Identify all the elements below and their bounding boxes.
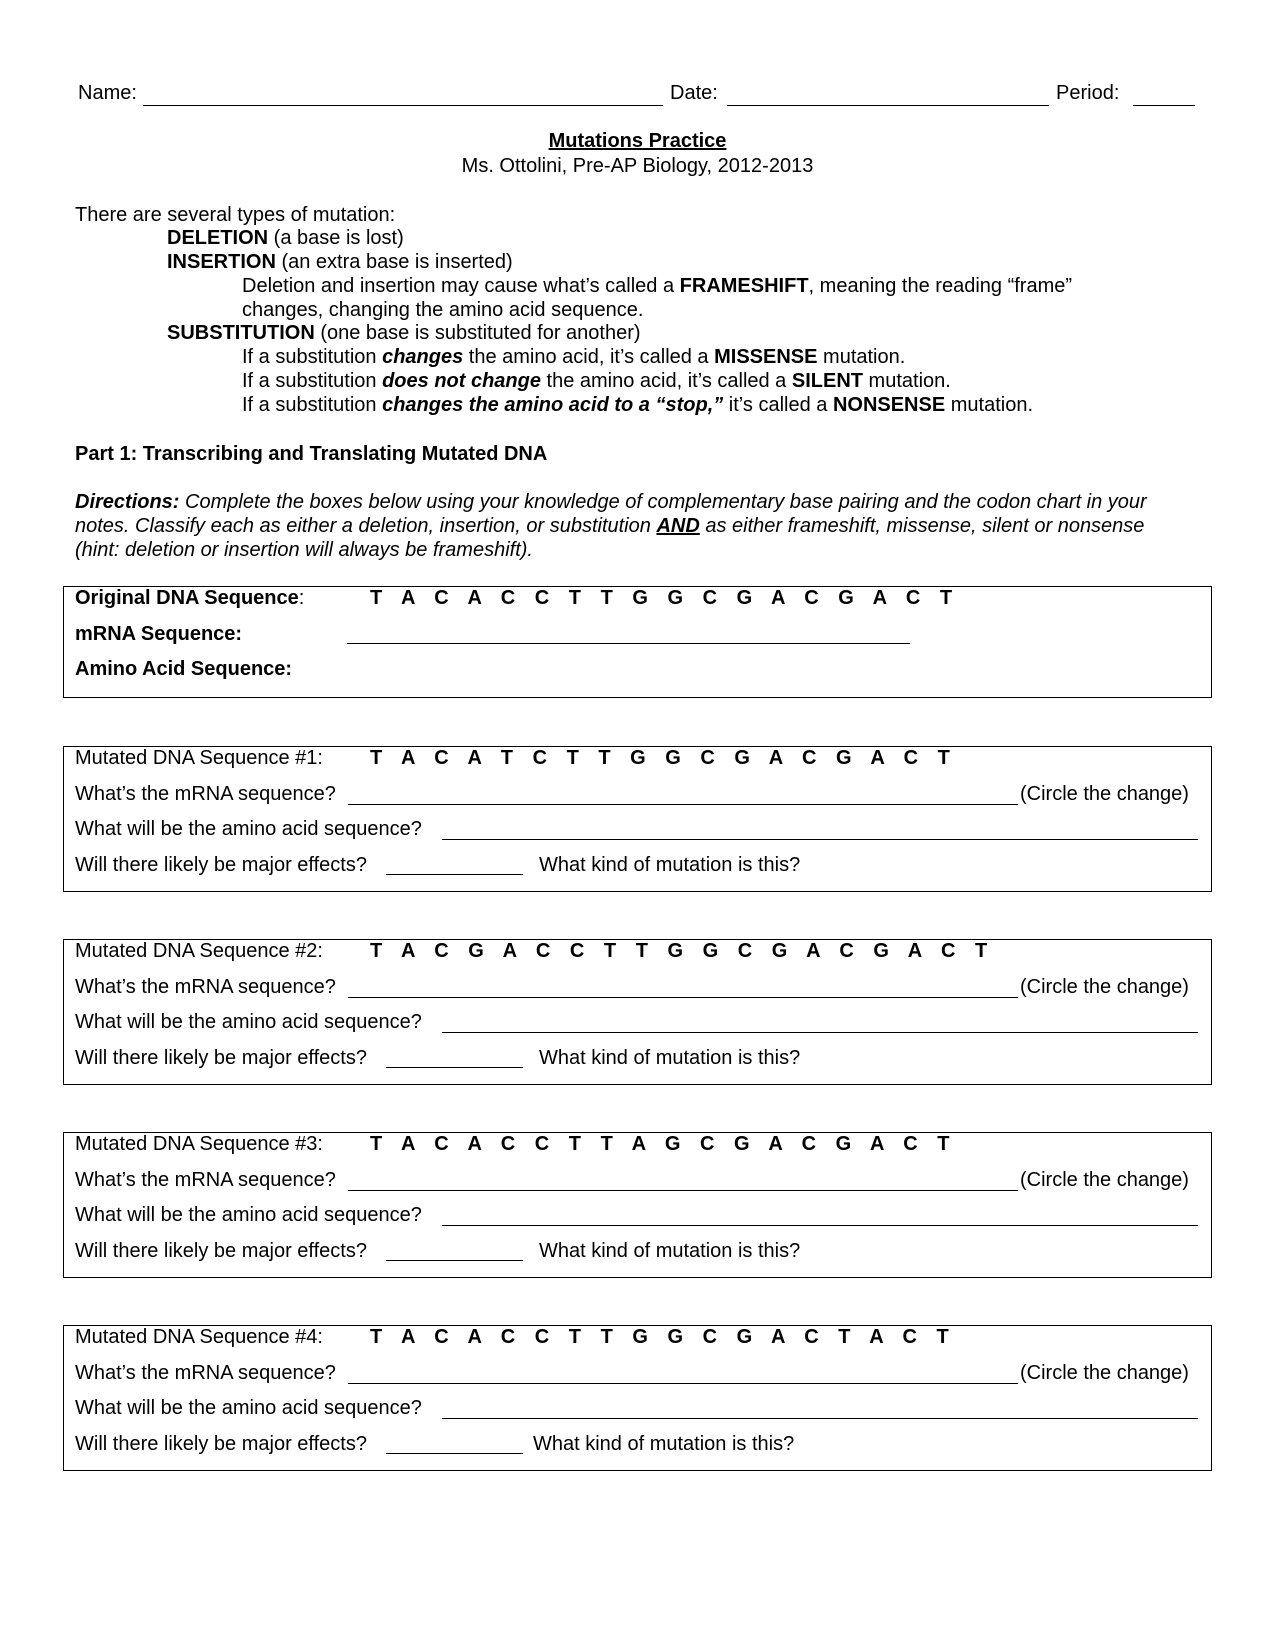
effects-question: Will there likely be major effects? xyxy=(75,854,367,876)
directions-text2-pre: notes. Classify each as either a deletion, insertion, or substitution xyxy=(75,515,657,537)
silent-post: mutation. xyxy=(863,370,951,392)
nonsense-note xyxy=(242,394,1033,417)
effects-answer-field[interactable] xyxy=(386,1453,523,1454)
missense-note xyxy=(242,346,905,369)
effects-question: Will there likely be major effects? xyxy=(75,1240,367,1262)
kind-question: What kind of mutation is this? xyxy=(539,1240,801,1262)
deletion-item xyxy=(167,227,404,250)
nonsense-post: mutation. xyxy=(945,394,1034,416)
directions-and: AND xyxy=(656,515,700,537)
mutated-box-2 xyxy=(63,939,1212,1085)
directions-line1 xyxy=(75,491,1147,514)
mutated-dna-sequence: T A C A T C T T G G C G A C G A C T xyxy=(370,747,957,769)
aa-question: What will be the amino acid sequence? xyxy=(75,1204,422,1226)
date-label: Date: xyxy=(670,82,718,104)
original-sequence-box xyxy=(63,586,1212,698)
missense-term: MISSENSE xyxy=(714,346,818,368)
mrna-question: What’s the mRNA sequence? xyxy=(75,1169,336,1191)
effects-question: Will there likely be major effects? xyxy=(75,1433,367,1455)
page-subtitle: Ms. Ottolini, Pre-AP Biology, 2012-2013 xyxy=(461,155,814,177)
mutated-box-3 xyxy=(63,1132,1212,1278)
circle-change-note: (Circle the change) xyxy=(1020,976,1189,998)
directions-label: Directions: xyxy=(75,491,180,513)
name-label: Name: xyxy=(78,82,137,104)
period-label: Period: xyxy=(1056,82,1120,104)
insertion-term: INSERTION xyxy=(167,251,276,273)
aa-question: What will be the amino acid sequence? xyxy=(75,1011,422,1033)
mrna-question: What’s the mRNA sequence? xyxy=(75,976,336,998)
missense-em: changes xyxy=(382,346,464,368)
effects-question: Will there likely be major effects? xyxy=(75,1047,367,1069)
directions-line3: (hint: deletion or insertion will always be frameshift). xyxy=(75,539,533,561)
insertion-desc: (an extra base is inserted) xyxy=(275,251,513,273)
substitution-desc: (one base is substituted for another) xyxy=(314,322,641,344)
nonsense-em: changes the amino acid to a “stop,” xyxy=(382,394,724,416)
mutated-dna-sequence: T A C A C C T T A G C G A C G A C T xyxy=(370,1133,957,1155)
directions-line2 xyxy=(75,515,1144,538)
mutated-dna-sequence: T A C A C C T T G G C G A C T A C T xyxy=(370,1326,956,1348)
mutated-box-4 xyxy=(63,1325,1212,1471)
mutated-label: Mutated DNA Sequence #1: xyxy=(75,747,323,769)
missense-mid: the amino acid, it’s called a xyxy=(463,346,715,368)
period-field[interactable] xyxy=(1133,105,1195,106)
silent-note xyxy=(242,370,951,393)
circle-change-note: (Circle the change) xyxy=(1020,1169,1189,1191)
mutated-label: Mutated DNA Sequence #4: xyxy=(75,1326,323,1348)
directions-text1: Complete the boxes below using your knowledge of complementary base pairing and the codon chart in your xyxy=(179,491,1147,513)
mrna-answer-field[interactable] xyxy=(348,1383,1018,1384)
page-title: Mutations Practice xyxy=(548,130,727,152)
original-mrna-field[interactable] xyxy=(347,643,910,644)
silent-term: SILENT xyxy=(791,370,863,392)
frameshift-pre: Deletion and insertion may cause what’s called a xyxy=(242,275,680,297)
original-dna-label xyxy=(75,587,304,610)
substitution-item xyxy=(167,322,641,345)
mrna-answer-field[interactable] xyxy=(348,997,1018,998)
aa-answer-field[interactable] xyxy=(442,1225,1198,1226)
kind-question: What kind of mutation is this? xyxy=(533,1433,795,1455)
original-aa-label: Amino Acid Sequence: xyxy=(75,658,293,680)
aa-question: What will be the amino acid sequence? xyxy=(75,1397,422,1419)
kind-question: What kind of mutation is this? xyxy=(539,854,801,876)
frameshift-term: FRAMESHIFT xyxy=(679,275,809,297)
mrna-answer-field[interactable] xyxy=(348,804,1018,805)
mutated-label: Mutated DNA Sequence #2: xyxy=(75,940,323,962)
aa-answer-field[interactable] xyxy=(442,1032,1198,1033)
date-field[interactable] xyxy=(727,105,1049,106)
silent-em: does not change xyxy=(382,370,541,392)
original-mrna-label: mRNA Sequence: xyxy=(75,623,243,645)
original-dna-colon: : xyxy=(298,587,305,609)
name-field[interactable] xyxy=(143,105,663,106)
nonsense-term: NONSENSE xyxy=(832,394,946,416)
effects-answer-field[interactable] xyxy=(386,874,523,875)
mrna-question: What’s the mRNA sequence? xyxy=(75,1362,336,1384)
aa-answer-field[interactable] xyxy=(442,1418,1198,1419)
effects-answer-field[interactable] xyxy=(386,1067,523,1068)
circle-change-note: (Circle the change) xyxy=(1020,783,1189,805)
missense-pre: If a substitution xyxy=(242,346,383,368)
mrna-answer-field[interactable] xyxy=(348,1190,1018,1191)
intro-lead: There are several types of mutation: xyxy=(75,204,396,226)
effects-answer-field[interactable] xyxy=(386,1260,523,1261)
original-dna-sequence: T A C A C C T T G G C G A C G A C T xyxy=(370,587,960,609)
part1-heading: Part 1: Transcribing and Translating Mutated DNA xyxy=(75,443,548,465)
aa-question: What will be the amino acid sequence? xyxy=(75,818,422,840)
original-dna-label-text: Original DNA Sequence xyxy=(75,587,299,609)
frameshift-note xyxy=(242,275,1072,298)
directions-text2-post: as either frameshift, missense, silent or nonsense xyxy=(699,515,1145,537)
mutated-label: Mutated DNA Sequence #3: xyxy=(75,1133,323,1155)
aa-answer-field[interactable] xyxy=(442,839,1198,840)
missense-post: mutation. xyxy=(817,346,906,368)
mutated-box-1 xyxy=(63,746,1212,892)
kind-question: What kind of mutation is this? xyxy=(539,1047,801,1069)
substitution-term: SUBSTITUTION xyxy=(167,322,315,344)
circle-change-note: (Circle the change) xyxy=(1020,1362,1189,1384)
deletion-term: DELETION xyxy=(167,227,269,249)
mutated-dna-sequence: T A C G A C C T T G G C G A C G A C T xyxy=(370,940,995,962)
frameshift-note-line2: changes, changing the amino acid sequence. xyxy=(242,299,644,321)
deletion-desc: (a base is lost) xyxy=(268,227,404,249)
silent-pre: If a substitution xyxy=(242,370,383,392)
mrna-question: What’s the mRNA sequence? xyxy=(75,783,336,805)
nonsense-pre: If a substitution xyxy=(242,394,383,416)
frameshift-post: , meaning the reading “frame” xyxy=(808,275,1073,297)
insertion-item xyxy=(167,251,513,274)
nonsense-mid: it’s called a xyxy=(723,394,833,416)
silent-mid: the amino acid, it’s called a xyxy=(540,370,792,392)
